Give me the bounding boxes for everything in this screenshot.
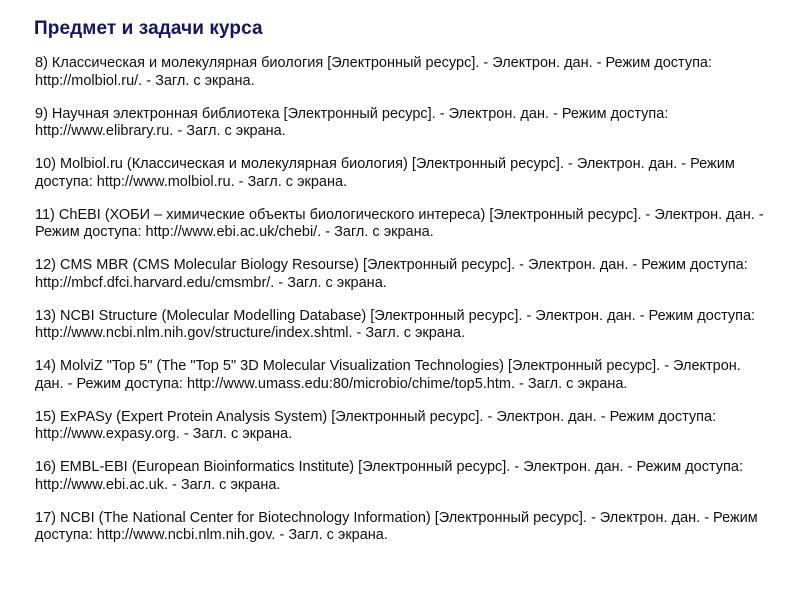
- reference-item-8: 8) Классическая и молекулярная биология [Электронный ресурс]. - Электрон. дан. - Режим доступа: http://molbiol.ru/. - Загл. с экрана.: [35, 55, 713, 89]
- reference-item-14: 14) MolviZ "Top 5" (The "Top 5" 3D Molecular Visualization Technologies) [Электронный ресурс]. - Электрон. дан. - Режим доступа: http://www.umass.edu:80/microbio/chime/top5.htm. - Загл. с экрана.: [35, 358, 741, 392]
- reference-item-9: 9) Научная электронная библиотека [Электронный ресурс]. - Электрон. дан. - Режим доступа: http://www.elibrary.ru. - Загл. с экрана.: [35, 105, 669, 139]
- reference-item-12: 12) CMS MBR (CMS Molecular Biology Resourse) [Электронный ресурс]. - Электрон. дан. - Режим доступа: http://mbcf.dfci.harvard.edu/cmsmbr/. - Загл. с экрана.: [35, 257, 748, 291]
- reference-item-16: 16) EMBL-EBI (European Bioinformatics Institute) [Электронный ресурс]. - Электрон. дан. - Режим доступа: http://www.ebi.ac.uk. - Загл. с экрана.: [35, 459, 743, 493]
- reference-item-10: 10) Molbiol.ru (Классическая и молекулярная биология) [Электронный ресурс]. - Электрон. дан. - Режим доступа: http://www.molbiol.ru. - Загл. с экрана.: [35, 156, 735, 190]
- reference-item-17: 17) NCBI (The National Center for Biotechnology Information) [Электронный ресурс]. - Электрон. дан. - Режим доступа: http://www.ncbi.nlm.nih.gov. - Загл. с экрана.: [35, 509, 758, 543]
- reference-item-13: 13) NCBI Structure (Molecular Modelling Database) [Электронный ресурс]. - Электрон. дан. - Режим доступа: http://www.ncbi.nlm.nih.gov/structure/index.shtml. - Загл. с экрана.: [35, 307, 756, 341]
- reference-item-11: 11) ChEBI (ХОБИ – химические объекты биологического интереса) [Электронный ресурс]. - Электрон. дан. - Режим доступа: http://www.ebi.ac.uk/chebi/. - Загл. с экрана.: [35, 206, 764, 240]
- reference-list: [35, 55, 770, 560]
- slide-title: Предмет и задачи курса: [34, 18, 263, 39]
- reference-item-15: 15) ExPASy (Expert Protein Analysis System) [Электронный ресурс]. - Электрон. дан. - Режим доступа: http://www.expasy.org. - Загл. с экрана.: [35, 408, 717, 442]
